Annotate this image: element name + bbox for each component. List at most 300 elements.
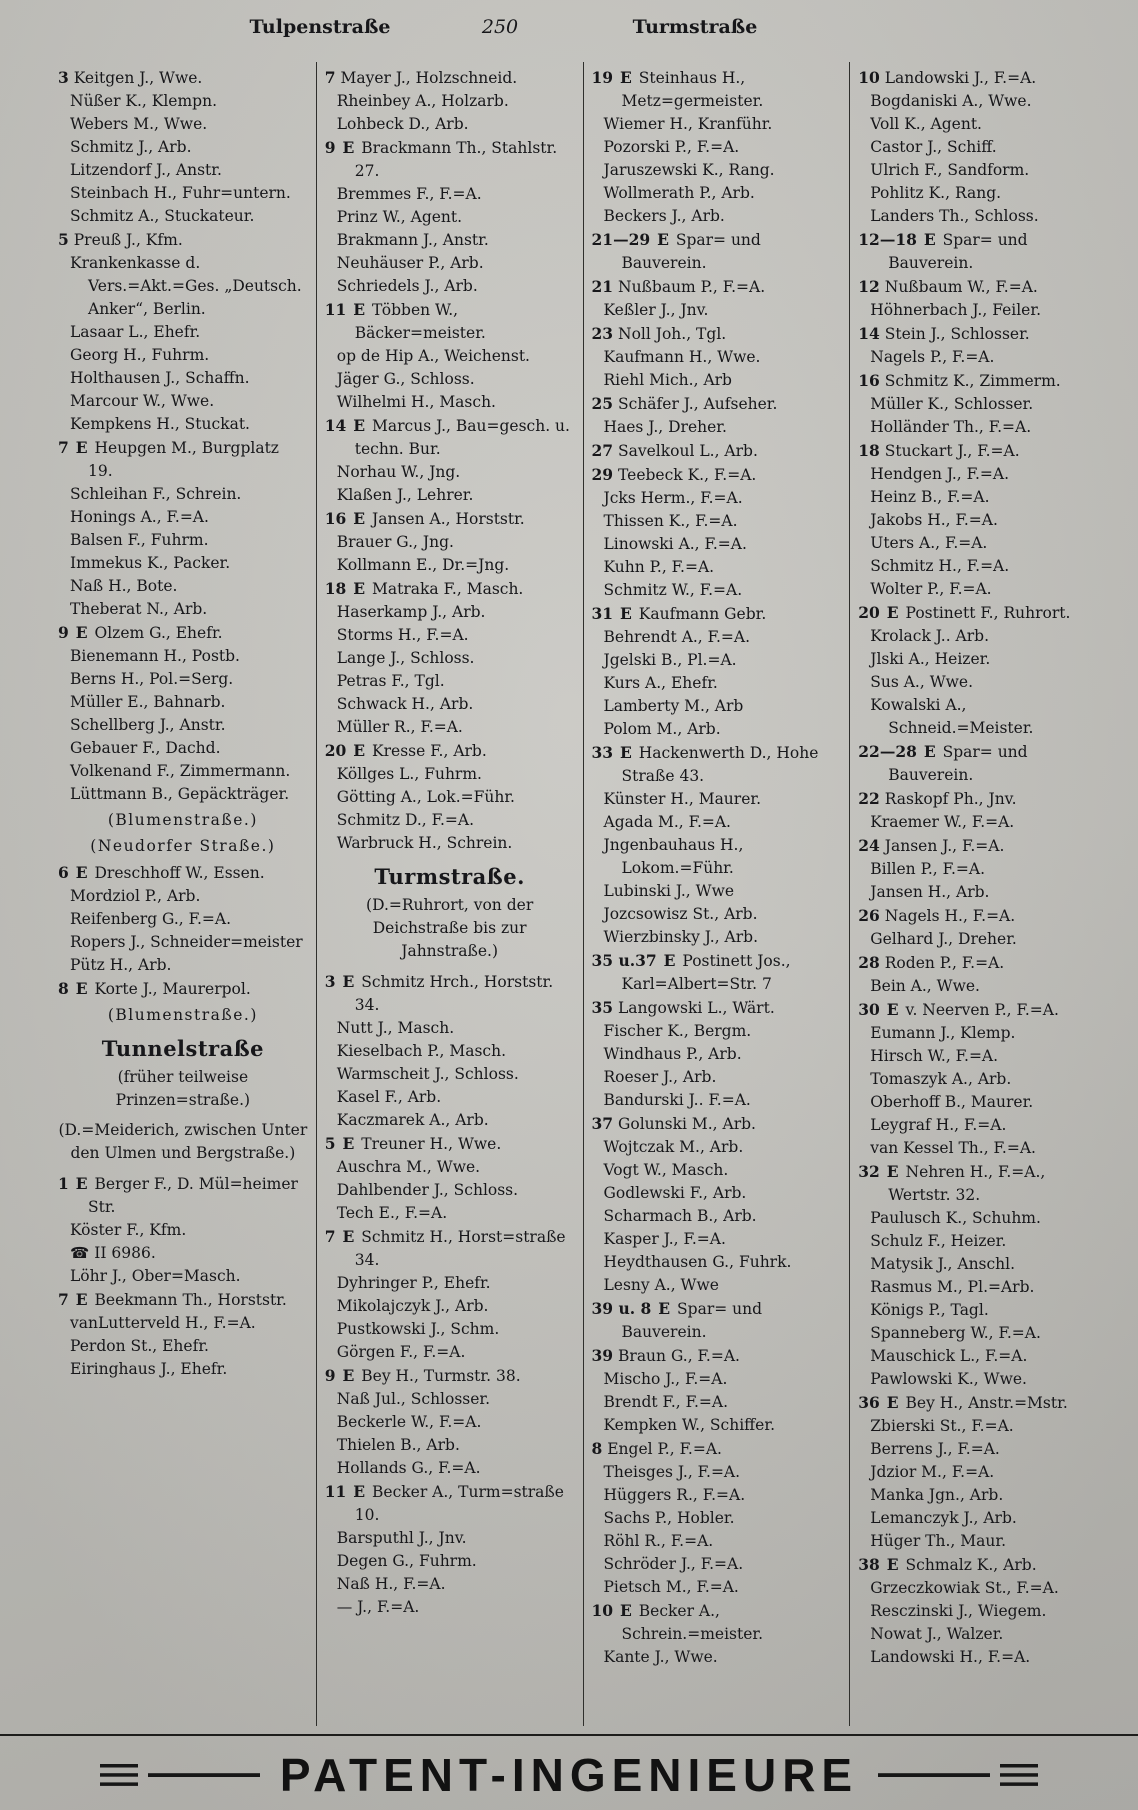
directory-entry: Lubinski J., Wwe xyxy=(603,882,735,900)
directory-entry: Berns H., Pol.=Serg. xyxy=(70,670,234,688)
directory-entry: Kasper J., F.=A. xyxy=(603,1230,726,1248)
directory-entry: 7 E Schmitz H., Horst=straße 34. xyxy=(324,1227,566,1269)
house-number: 7 xyxy=(58,438,69,457)
section-note: (Blumenstraße.) xyxy=(107,1006,258,1024)
directory-entry: Immekus K., Packer. xyxy=(70,554,231,572)
directory-entry: Naß Jul., Schlosser. xyxy=(336,1390,491,1408)
directory-entry: 24 Jansen J., F.=A. xyxy=(858,836,1005,855)
directory-entry: Gelhard J., Dreher. xyxy=(870,930,1017,948)
directory-entry: Dahlbender J., Schloss. xyxy=(336,1181,519,1199)
directory-entry: Wollmerath P., Arb. xyxy=(603,184,755,202)
owner-marker: E xyxy=(886,1393,899,1412)
street-heading: Turmstraße. xyxy=(374,864,525,889)
directory-entry: Wojtczak M., Arb. xyxy=(603,1138,744,1156)
house-number: 18 xyxy=(858,441,880,460)
directory-entry: Mauschick L., F.=A. xyxy=(870,1347,1028,1365)
directory-entry: 22 Raskopf Ph., Jnv. xyxy=(858,789,1017,808)
directory-entry: Sachs P., Hobler. xyxy=(603,1509,735,1527)
directory-entry: Pütz H., Arb. xyxy=(70,956,172,974)
directory-entry: Kempkens H., Stuckat. xyxy=(70,415,250,433)
directory-entry: Müller K., Schlosser. xyxy=(870,395,1034,413)
header-street-right: Turmstraße xyxy=(632,16,758,38)
directory-entry: 8 Engel P., F.=A. xyxy=(591,1439,722,1458)
house-number: 14 xyxy=(324,416,347,435)
directory-entry: Lohbeck D., Arb. xyxy=(336,115,469,133)
directory-entry: Nowat J., Walzer. xyxy=(870,1625,1004,1643)
owner-marker: E xyxy=(353,300,366,319)
directory-entry: op de Hip A., Weichenst. xyxy=(336,347,530,365)
house-number: 35 xyxy=(591,998,614,1017)
directory-entry: Mordziol P., Arb. xyxy=(70,887,201,905)
directory-entry: 3 E Schmitz Hrch., Horststr. 34. xyxy=(324,972,554,1014)
directory-entry: 10 E Becker A., Schrein.=meister. xyxy=(591,1601,764,1643)
directory-entry: Schulz F., Heizer. xyxy=(870,1232,1007,1250)
directory-entry: Honings A., F.=A. xyxy=(70,508,209,526)
house-number: 18 xyxy=(324,579,347,598)
house-number: 30 xyxy=(858,1000,880,1019)
directory-entry: Jäger G., Schloss. xyxy=(336,370,475,388)
directory-entry: Uters A., F.=A. xyxy=(870,534,988,552)
directory-entry: Warbruck H., Schrein. xyxy=(336,834,513,852)
directory-entry: Schmitz H., F.=A. xyxy=(870,557,1010,575)
owner-marker: E xyxy=(923,230,936,249)
directory-entry: Beckerle W., F.=A. xyxy=(336,1413,482,1431)
directory-entry: Billen P., F.=A. xyxy=(870,860,986,878)
footer-rule xyxy=(0,1734,1138,1736)
house-number: 3 xyxy=(58,68,69,87)
directory-entry: Berrens J., F.=A. xyxy=(870,1440,1000,1458)
directory-entry: Müller R., F.=A. xyxy=(336,718,463,736)
directory-entry: Manka Jgn., Arb. xyxy=(870,1486,1004,1504)
owner-marker: E xyxy=(75,979,88,998)
column-2 xyxy=(316,62,583,1726)
house-number: 26 xyxy=(858,906,880,925)
page-header xyxy=(0,16,1138,50)
directory-entry: 21—29 E Spar= und Bauverein. xyxy=(591,230,761,272)
directory-entry: Haes J., Dreher. xyxy=(603,418,727,436)
house-number: 5 xyxy=(324,1134,336,1153)
house-number: 19 xyxy=(591,68,614,87)
directory-entry: 18 E Matraka F., Masch. xyxy=(324,579,524,598)
directory-entry: Kempken W., Schiffer. xyxy=(603,1416,775,1434)
column-4 xyxy=(849,62,1116,1726)
owner-marker: E xyxy=(342,1227,355,1246)
directory-entry: Müller E., Bahnarb. xyxy=(70,693,226,711)
directory-entry: Barsputhl J., Jnv. xyxy=(336,1529,467,1547)
directory-entry: Lamberty M., Arb xyxy=(603,697,744,715)
directory-entry: 7 E Heupgen M., Burgplatz 19. xyxy=(58,438,279,480)
house-number: 8 xyxy=(58,979,69,998)
owner-marker: E xyxy=(886,1000,899,1019)
directory-entry: Wilhelmi H., Masch. xyxy=(336,393,496,411)
directory-entry: Kraemer W., F.=A. xyxy=(870,813,1015,831)
directory-entry: Matysik J., Anschl. xyxy=(870,1255,1016,1273)
directory-entry: Degen G., Fuhrm. xyxy=(336,1552,477,1570)
owner-marker: E xyxy=(342,1366,355,1385)
directory-entry: Hüger Th., Maur. xyxy=(870,1532,1007,1550)
house-number: 39 xyxy=(591,1346,614,1365)
owner-marker: E xyxy=(353,416,366,435)
directory-entry: Gebauer F., Dachd. xyxy=(70,739,221,757)
directory-entry: Bremmes F., F.=A. xyxy=(336,185,482,203)
house-number: 9 xyxy=(58,623,69,642)
banner-text: PATENT-INGENIEURE xyxy=(279,1749,859,1801)
directory-entry: 20 E Kresse F., Arb. xyxy=(324,741,487,760)
banner-decoration-left xyxy=(100,1762,260,1788)
house-number: 7 xyxy=(324,68,336,87)
directory-entry: Pawlowski K., Wwe. xyxy=(870,1370,1027,1388)
directory-entry: Pozorski P., F.=A. xyxy=(603,138,740,156)
directory-entry: Kieselbach P., Masch. xyxy=(336,1042,507,1060)
directory-entry: Jdzior M., F.=A. xyxy=(870,1463,995,1481)
house-number: 9 xyxy=(324,138,336,157)
directory-entry: Königs P., Tagl. xyxy=(870,1301,989,1319)
house-number: 16 xyxy=(324,509,347,528)
column-3 xyxy=(583,62,850,1726)
house-number: 31 xyxy=(591,604,614,623)
directory-entry: Heydthausen G., Fuhrk. xyxy=(603,1253,792,1271)
directory-entry: Nüßer K., Klempn. xyxy=(70,92,218,110)
page-number: 250 xyxy=(481,16,519,38)
house-number: 36 xyxy=(858,1393,880,1412)
directory-entry: Ulrich F., Sandform. xyxy=(870,161,1030,179)
directory-entry: Vogt W., Masch. xyxy=(603,1161,729,1179)
directory-entry: Schmitz A., Stuckateur. xyxy=(70,207,255,225)
directory-entry: Rasmus M., Pl.=Arb. xyxy=(870,1278,1035,1296)
house-number: 7 xyxy=(324,1227,336,1246)
directory-entry: 9 E Bey H., Turmstr. 38. xyxy=(324,1366,521,1385)
directory-entry: Jozcsowisz St., Arb. xyxy=(603,905,758,923)
house-number: 11 xyxy=(324,300,347,319)
directory-entry: Oberhoff B., Maurer. xyxy=(870,1093,1034,1111)
house-number: 21 xyxy=(591,277,614,296)
directory-entry: Kaufmann H., Wwe. xyxy=(603,348,761,366)
owner-marker: E xyxy=(75,863,88,882)
directory-entry: Naß H., F.=A. xyxy=(336,1575,446,1593)
owner-marker: E xyxy=(620,743,632,762)
directory-entry: 37 Golunski M., Arb. xyxy=(591,1114,756,1133)
owner-marker: E xyxy=(75,623,88,642)
owner-marker: E xyxy=(353,741,366,760)
directory-entry: 29 Teebeck K., F.=A. xyxy=(591,465,757,484)
owner-marker: E xyxy=(75,438,88,457)
owner-marker: E xyxy=(886,1555,899,1574)
directory-entry: Tomaszyk A., Arb. xyxy=(870,1070,1012,1088)
directory-entry: 20 E Postinett F., Ruhrort. xyxy=(858,603,1071,622)
directory-entry: Nagels P., F.=A. xyxy=(870,348,995,366)
house-number: 14 xyxy=(858,324,880,343)
directory-entry: Holländer Th., F.=A. xyxy=(870,418,1032,436)
directory-entry: 7 Mayer J., Holzschneid. xyxy=(324,68,518,87)
section-note: (D.=Ruhrort, von der Deichstraße bis zur Jahnstraße.) xyxy=(366,896,534,960)
house-number: 29 xyxy=(591,465,614,484)
directory-entry: Köllges L., Fuhrm. xyxy=(336,765,482,783)
directory-entry: 5 Preuß J., Kfm. xyxy=(58,230,183,249)
directory-entry: Agada M., F.=A. xyxy=(603,813,731,831)
directory-entry: Krolack J.. Arb. xyxy=(870,627,990,645)
directory-entry: Brauer G., Jng. xyxy=(336,533,454,551)
directory-entry: Hollands G., F.=A. xyxy=(336,1459,481,1477)
owner-marker: E xyxy=(342,138,355,157)
directory-entry: Roeser J., Arb. xyxy=(603,1068,717,1086)
house-number: 8 xyxy=(591,1439,603,1458)
house-number: 37 xyxy=(591,1114,614,1133)
house-number: 20 xyxy=(858,603,880,622)
house-number: 32 xyxy=(858,1162,880,1181)
directory-entry: Prinz W., Agent. xyxy=(336,208,463,226)
directory-entry: Kollmann E., Dr.=Jng. xyxy=(336,556,510,574)
directory-entry: 28 Roden P., F.=A. xyxy=(858,953,1005,972)
directory-entry: 22—28 E Spar= und Bauverein. xyxy=(858,742,1028,784)
street-heading: Tunnelstraße xyxy=(101,1036,265,1061)
directory-entry: 16 E Jansen A., Horststr. xyxy=(324,509,525,528)
directory-entry: Höhnerbach J., Feiler. xyxy=(870,301,1041,319)
directory-entry: 16 Schmitz K., Zimmerm. xyxy=(858,371,1061,390)
directory-entry: 35 Langowski L., Wärt. xyxy=(591,998,775,1017)
directory-entry: Künster H., Maurer. xyxy=(603,790,762,808)
directory-entry: 36 E Bey H., Anstr.=Mstr. xyxy=(858,1393,1068,1412)
directory-entry: Grzeczkowiak St., F.=A. xyxy=(870,1579,1059,1597)
directory-entry: Naß H., Bote. xyxy=(70,577,178,595)
house-number: 39 u. 8 xyxy=(591,1299,652,1318)
house-number: 10 xyxy=(591,1601,614,1620)
directory-entry: Ropers J., Schneider=meister xyxy=(70,933,303,951)
directory-entry: 39 u. 8 E Spar= und Bauverein. xyxy=(591,1299,763,1341)
directory-entry: 1 E Berger F., D. Mül=heimer Str. xyxy=(58,1174,298,1216)
directory-entry: Litzendorf J., Anstr. xyxy=(70,161,222,179)
directory-entry: Windhaus P., Arb. xyxy=(603,1045,742,1063)
directory-entry: Steinbach H., Fuhr=untern. xyxy=(70,184,291,202)
directory-entry: Wolter P., F.=A. xyxy=(870,580,992,598)
directory-entry: Petras F., Tgl. xyxy=(336,672,445,690)
directory-entry: Hirsch W., F.=A. xyxy=(870,1047,999,1065)
directory-entry: 18 Stuckart J., F.=A. xyxy=(858,441,1020,460)
house-number: 5 xyxy=(58,230,69,249)
house-number: 38 xyxy=(858,1555,880,1574)
directory-entry: Jaruszewski K., Rang. xyxy=(603,161,775,179)
section-note: (Neudorfer Straße.) xyxy=(90,837,276,855)
owner-marker: E xyxy=(886,603,899,622)
directory-entry: Balsen F., Fuhrm. xyxy=(70,531,209,549)
house-number: 16 xyxy=(858,371,880,390)
directory-entry: Hendgen J., F.=A. xyxy=(870,465,1010,483)
directory-entry: 26 Nagels H., F.=A. xyxy=(858,906,1016,925)
directory-entry: Pustkowski J., Schm. xyxy=(336,1320,500,1338)
directory-entry: 23 Noll Joh., Tgl. xyxy=(591,324,727,343)
directory-entry: Görgen F., F.=A. xyxy=(336,1343,466,1361)
house-number: 3 xyxy=(324,972,336,991)
directory-entry: Resczinski J., Wiegem. xyxy=(870,1602,1047,1620)
house-number: 12 xyxy=(858,277,880,296)
directory-entry: vanLutterveld H., F.=A. xyxy=(70,1314,256,1332)
directory-entry: Rheinbey A., Holzarb. xyxy=(336,92,509,110)
directory-entry: — J., F.=A. xyxy=(336,1598,420,1616)
house-number: 27 xyxy=(591,441,614,460)
directory-entry: Beckers J., Arb. xyxy=(603,207,725,225)
owner-marker: E xyxy=(75,1174,88,1193)
directory-entry: Schmitz D., F.=A. xyxy=(336,811,475,829)
owner-marker: E xyxy=(342,1134,355,1153)
house-number: 9 xyxy=(324,1366,336,1385)
section-note: (früher teilweise Prinzen=straße.) xyxy=(115,1068,251,1109)
directory-entry: Landers Th., Schloss. xyxy=(870,207,1039,225)
phone-entry: ☎ II 6986. xyxy=(70,1244,156,1262)
directory-entry: Fischer K., Bergm. xyxy=(603,1022,752,1040)
directory-entry: Jakobs H., F.=A. xyxy=(870,511,998,529)
directory-entry: Schleihan F., Schrein. xyxy=(70,485,242,503)
directory-entry: Holthausen J., Schaffn. xyxy=(70,369,250,387)
directory-entry: Bogdaniski A., Wwe. xyxy=(870,92,1032,110)
directory-entry: Köster F., Kfm. xyxy=(70,1221,187,1239)
house-number: 20 xyxy=(324,741,347,760)
owner-marker: E xyxy=(657,230,669,249)
house-number: 28 xyxy=(858,953,880,972)
owner-marker: E xyxy=(886,1162,899,1181)
house-number: 23 xyxy=(591,324,614,343)
owner-marker: E xyxy=(620,1601,632,1620)
directory-entry: Dyhringer P., Ehefr. xyxy=(336,1274,491,1292)
directory-entry: Wiemer H., Kranführ. xyxy=(603,115,773,133)
header-street-left: Tulpenstraße xyxy=(249,16,391,38)
directory-entry: Schmitz W., F.=A. xyxy=(603,581,743,599)
directory-entry: Auschra M., Wwe. xyxy=(336,1158,481,1176)
directory-entry: Götting A., Lok.=Führ. xyxy=(336,788,515,806)
owner-marker: E xyxy=(353,579,366,598)
directory-entry: Haserkamp J., Arb. xyxy=(336,603,486,621)
directory-entry: Riehl Mich., Arb xyxy=(603,371,732,389)
house-number: 10 xyxy=(858,68,880,87)
directory-entry: Pohlitz K., Rang. xyxy=(870,184,1002,202)
directory-entry: Schmitz J., Arb. xyxy=(70,138,192,156)
directory-entry: 14 Stein J., Schlosser. xyxy=(858,324,1030,343)
directory-entry: Voll K., Agent. xyxy=(870,115,982,133)
directory-entry: Castor J., Schiff. xyxy=(870,138,997,156)
owner-marker: E xyxy=(620,68,632,87)
banner-decoration-right xyxy=(878,1762,1038,1788)
directory-entry: Thielen B., Arb. xyxy=(336,1436,460,1454)
directory-entry: Heinz B., F.=A. xyxy=(870,488,990,506)
directory-entry: 11 E Becker A., Turm=straße 10. xyxy=(324,1482,564,1524)
directory-entry: Behrendt A., F.=A. xyxy=(603,628,751,646)
directory-entry: 35 u.37 E Postinett Jos., Karl=Albert=Str. 7 xyxy=(591,951,791,993)
directory-entry: Eiringhaus J., Ehefr. xyxy=(70,1360,228,1378)
directory-entry: Lesny A., Wwe xyxy=(603,1276,719,1294)
directory-entry: 38 E Schmalz K., Arb. xyxy=(858,1555,1037,1574)
directory-entry: Löhr J., Ober=Masch. xyxy=(70,1267,241,1285)
directory-entry: Brendt F., F.=A. xyxy=(603,1393,729,1411)
directory-entry: Jlski A., Heizer. xyxy=(870,650,991,668)
directory-entry: Krankenkasse d. Vers.=Akt.=Ges. „Deutsch. Anker“, Berlin. xyxy=(70,254,302,318)
directory-entry: Lemanczyk J., Arb. xyxy=(870,1509,1017,1527)
directory-entry: Scharmach B., Arb. xyxy=(603,1207,757,1225)
house-number: 21—29 xyxy=(591,230,651,249)
house-number: 12—18 xyxy=(858,230,917,249)
section-note: (D.=Meiderich, zwischen Unter den Ulmen und Bergstraße.) xyxy=(58,1121,308,1162)
directory-entry: Godlewski F., Arb. xyxy=(603,1184,747,1202)
owner-marker: E xyxy=(658,1299,671,1318)
directory-entry: Neuhäuser P., Arb. xyxy=(336,254,484,272)
phone-icon: ☎ xyxy=(70,1244,90,1262)
owner-marker: E xyxy=(353,1482,366,1501)
house-number: 6 xyxy=(58,863,69,882)
directory-entry: 39 Braun G., F.=A. xyxy=(591,1346,740,1365)
directory-entry: 9 E Brackmann Th., Stahlstr. 27. xyxy=(324,138,558,180)
directory-entry: Kowalski A., Schneid.=Meister. xyxy=(870,696,1034,737)
directory-entry: Leygraf H., F.=A. xyxy=(870,1116,1007,1134)
directory-entry: Volkenand F., Zimmermann. xyxy=(70,762,291,780)
directory-entry: Bandurski J.. F.=A. xyxy=(603,1091,751,1109)
directory-entry: Georg H., Fuhrm. xyxy=(70,346,210,364)
columns xyxy=(50,62,1116,1726)
directory-entry: Linowski A., F.=A. xyxy=(603,535,747,553)
house-number: 35 u.37 xyxy=(591,951,657,970)
directory-entry: 31 E Kaufmann Gebr. xyxy=(591,604,767,623)
directory-entry: 21 Nußbaum P., F.=A. xyxy=(591,277,766,296)
directory-entry: Perdon St., Ehefr. xyxy=(70,1337,209,1355)
directory-entry: Nutt J., Masch. xyxy=(336,1019,455,1037)
directory-entry: Warmscheit J., Schloss. xyxy=(336,1065,519,1083)
directory-entry: Zbierski St., F.=A. xyxy=(870,1417,1014,1435)
directory-entry: Klaßen J., Lehrer. xyxy=(336,486,474,504)
directory-entry: 3 Keitgen J., Wwe. xyxy=(58,68,203,87)
directory-entry: 14 E Marcus J., Bau=gesch. u. techn. Bur. xyxy=(324,416,570,458)
advert-banner xyxy=(0,1744,1138,1806)
directory-entry: Jcks Herm., F.=A. xyxy=(603,489,743,507)
directory-entry: 27 Savelkoul L., Arb. xyxy=(591,441,758,460)
house-number: 22—28 xyxy=(858,742,917,761)
directory-entry: van Kessel Th., F.=A. xyxy=(870,1139,1036,1157)
directory-entry: 9 E Olzem G., Ehefr. xyxy=(58,623,223,642)
directory-entry: Kurs A., Ehefr. xyxy=(603,674,718,692)
directory-entry: Kasel F., Arb. xyxy=(336,1088,442,1106)
directory-entry: Polom M., Arb. xyxy=(603,720,721,738)
directory-entry: 6 E Dreschhoff W., Essen. xyxy=(58,863,265,882)
directory-entry: Schröder J., F.=A. xyxy=(603,1555,744,1573)
house-number: 24 xyxy=(858,836,880,855)
owner-marker: E xyxy=(342,972,355,991)
directory-entry: Marcour W., Wwe. xyxy=(70,392,215,410)
directory-entry: Lange J., Schloss. xyxy=(336,649,475,667)
directory-entry: 32 E Nehren H., F.=A., Wertstr. 32. xyxy=(858,1162,1046,1204)
house-number: 1 xyxy=(58,1174,69,1193)
house-number: 33 xyxy=(591,743,614,762)
directory-entry: Keßler J., Jnv. xyxy=(603,301,709,319)
directory-entry: 33 E Hackenwerth D., Hohe Straße 43. xyxy=(591,743,819,785)
owner-marker: E xyxy=(663,951,676,970)
directory-entry: 25 Schäfer J., Aufseher. xyxy=(591,394,778,413)
house-number: 22 xyxy=(858,789,880,808)
directory-entry: Jngenbauhaus H., Lokom.=Führ. xyxy=(603,836,744,877)
directory-entry: Storms H., F.=A. xyxy=(336,626,469,644)
owner-marker: E xyxy=(75,1290,88,1309)
directory-entry: Kante J., Wwe. xyxy=(603,1648,718,1666)
house-number: 7 xyxy=(58,1290,69,1309)
directory-entry: Theisges J., F.=A. xyxy=(603,1463,741,1481)
directory-entry: Bein A., Wwe. xyxy=(870,977,980,995)
directory-entry: Landowski H., F.=A. xyxy=(870,1648,1031,1666)
owner-marker: E xyxy=(353,509,366,528)
directory-entry: Norhau W., Jng. xyxy=(336,463,461,481)
directory-entry: Kaczmarek A., Arb. xyxy=(336,1111,489,1129)
directory-entry: Schellberg J., Anstr. xyxy=(70,716,226,734)
directory-entry: Pietsch M., F.=A. xyxy=(603,1578,739,1596)
directory-entry: 5 E Treuner H., Wwe. xyxy=(324,1134,502,1153)
directory-entry: 11 E Többen W., Bäcker=meister. xyxy=(324,300,486,342)
directory-entry: Wierzbinsky J., Arb. xyxy=(603,928,759,946)
directory-entry: Thissen K., F.=A. xyxy=(603,512,738,530)
owner-marker: E xyxy=(923,742,936,761)
directory-entry: Paulusch K., Schuhm. xyxy=(870,1209,1041,1227)
